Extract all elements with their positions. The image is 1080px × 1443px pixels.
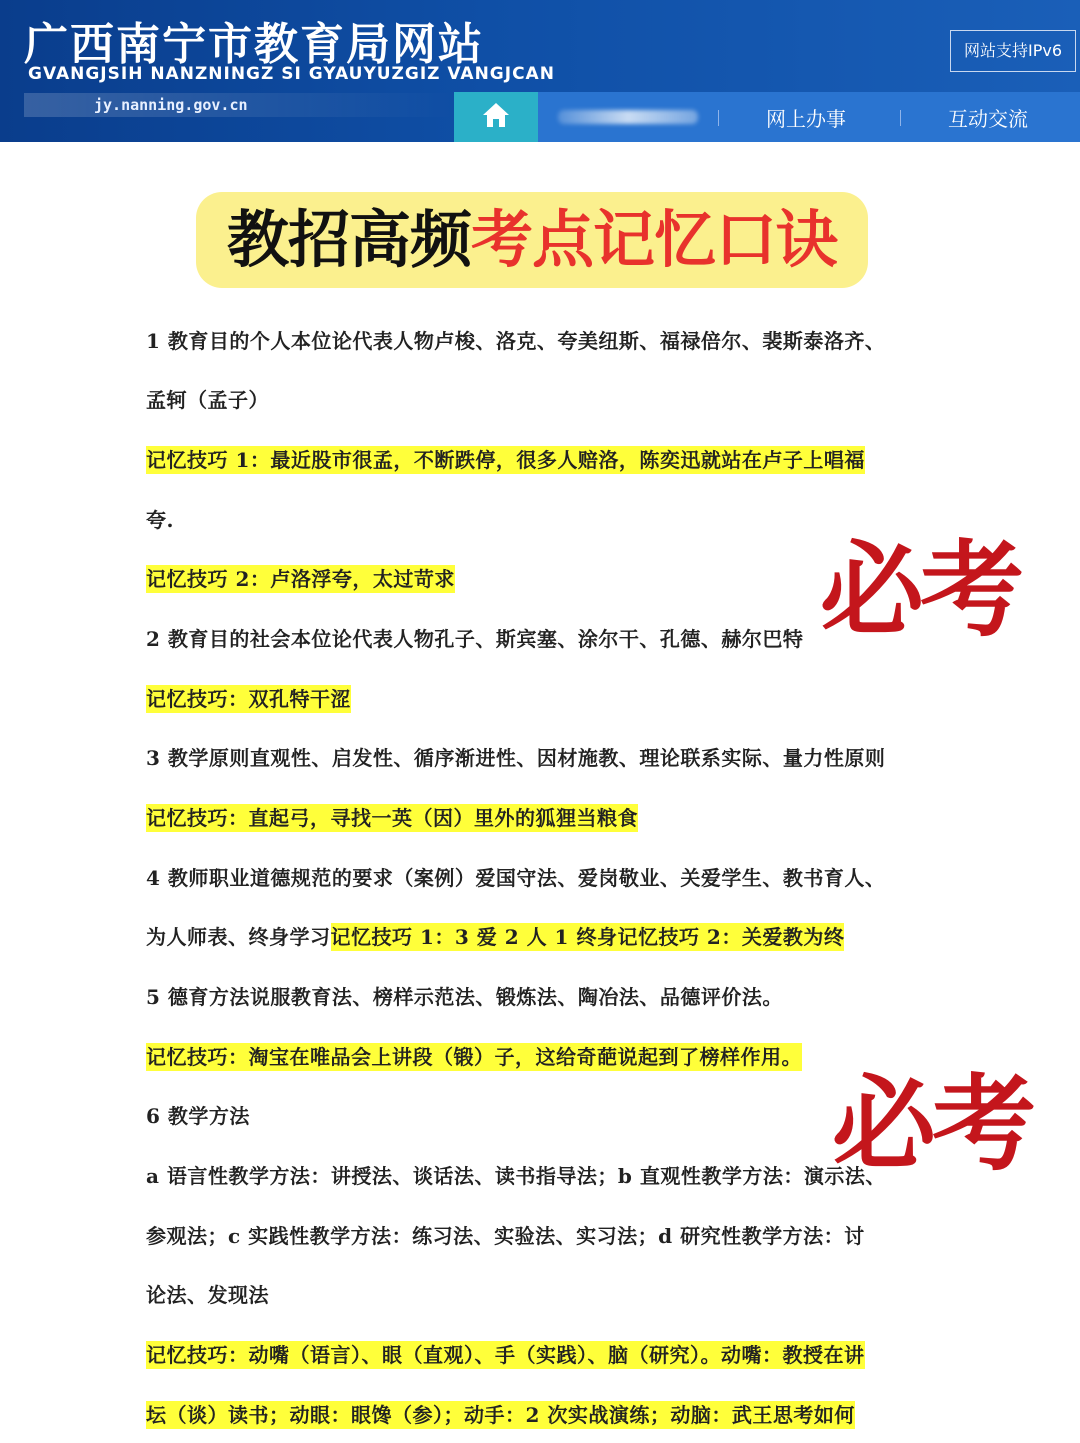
line-text: 1 教育目的个人本位论代表人物卢梭、洛克、夸美纽斯、福禄倍尔、裴斯泰洛齐、: [146, 329, 886, 353]
content-line: [146, 1159, 886, 1193]
memory-tip-line: [146, 443, 865, 477]
nav-separator: [900, 110, 901, 126]
highlighted-text: 记忆技巧：双孔特干涩: [146, 687, 351, 711]
content-line: [146, 324, 885, 358]
page-title-red: 考点记忆口诀: [471, 203, 838, 276]
must-test-stamp: 必考: [820, 529, 1021, 651]
line-text: 3 教学原则直观性、启发性、循序渐进性、因材施教、理论联系实际、量力性原则: [146, 746, 886, 770]
memory-tip-line: [146, 1338, 865, 1372]
highlighted-text: 记忆技巧 1：最近股市很孟，不断跌停，很多人赔洛，陈奕迅就站在卢子上唱福: [146, 448, 865, 472]
line-text: 夸.: [146, 508, 174, 532]
page-title-banner: [196, 192, 868, 288]
line-text: 孟轲（孟子）: [146, 388, 269, 412]
line-text: 2 教育目的社会本位论代表人物孔子、斯宾塞、涂尔干、孔德、赫尔巴特: [146, 627, 804, 651]
highlighted-text: 记忆技巧：淘宝在唯品会上讲段（锻）子，这给奇葩说起到了榜样作用。: [146, 1045, 802, 1069]
main-nav: [454, 92, 1080, 142]
line-text: 4 教师职业道德规范的要求（案例）爱国守法、爱岗敬业、关爱学生、教书育人、: [146, 866, 886, 890]
site-subtitle: GVANGJSIH NANZNINGZ SI GYAUYUZGIZ VANGJCAN: [28, 64, 555, 84]
page-title-black: 教招高频: [226, 203, 471, 276]
content-line: [146, 741, 885, 775]
ipv6-badge[interactable]: 网站支持IPv6: [950, 30, 1076, 72]
content-line: [146, 1099, 250, 1133]
nav-item-interaction[interactable]: 互动交流: [948, 107, 1028, 131]
must-test-stamp: 必考: [832, 1063, 1033, 1185]
highlighted-text: 记忆技巧 2：卢洛浮夸，太过苛求: [146, 567, 455, 591]
content-line: [146, 503, 174, 537]
content-line: [146, 920, 844, 954]
line-text: 为人师表、终身学习: [146, 925, 331, 949]
line-text: 论法、发现法: [146, 1283, 269, 1307]
content-line: [146, 980, 783, 1014]
memory-tip-line: [146, 1040, 802, 1074]
line-text: 5 德育方法说服教育法、榜样示范法、锻炼法、陶冶法、品德评价法。: [146, 985, 783, 1009]
memory-tip-line: [146, 562, 455, 596]
nav-home-button[interactable]: [454, 92, 538, 142]
line-text: a 语言性教学方法：讲授法、谈话法、读书指导法；b 直观性教学方法：演示法、: [146, 1164, 886, 1188]
nav-item-blurred[interactable]: [558, 110, 698, 124]
line-text: 6 教学方法: [146, 1104, 250, 1128]
nav-item-online-services[interactable]: 网上办事: [766, 107, 846, 131]
highlighted-text: 记忆技巧：动嘴（语言）、眼（直观）、手（实践）、脑（研究）。动嘴：教授在讲: [146, 1343, 865, 1367]
highlighted-text: 记忆技巧：直起弓，寻找一英（因）里外的狐狸当粮食: [146, 806, 638, 830]
memory-tip-line: [146, 1398, 855, 1432]
content-line: [146, 1219, 865, 1253]
memory-tip-line: [146, 801, 638, 835]
content-line: [146, 861, 885, 895]
site-header: [0, 0, 1080, 142]
site-domain[interactable]: jy.nanning.gov.cn: [24, 93, 454, 117]
content-line: [146, 383, 269, 417]
content-line: [146, 622, 803, 656]
highlighted-text: 记忆技巧 1：3 爱 2 人 1 终身记忆技巧 2：关爱教为终: [330, 925, 845, 949]
line-text: 参观法；c 实践性教学方法：练习法、实验法、实习法；d 研究性教学方法：讨: [146, 1224, 865, 1248]
home-icon: [481, 101, 511, 133]
memory-tip-line: [146, 682, 351, 716]
highlighted-text: 坛（谈）读书；动眼：眼馋（参）；动手：2 次实战演练；动脑：武王思考如何: [146, 1403, 855, 1427]
content-line: [146, 1278, 269, 1312]
nav-separator: [718, 110, 719, 126]
site-title[interactable]: 广西南宁市教育局网站: [24, 19, 484, 70]
